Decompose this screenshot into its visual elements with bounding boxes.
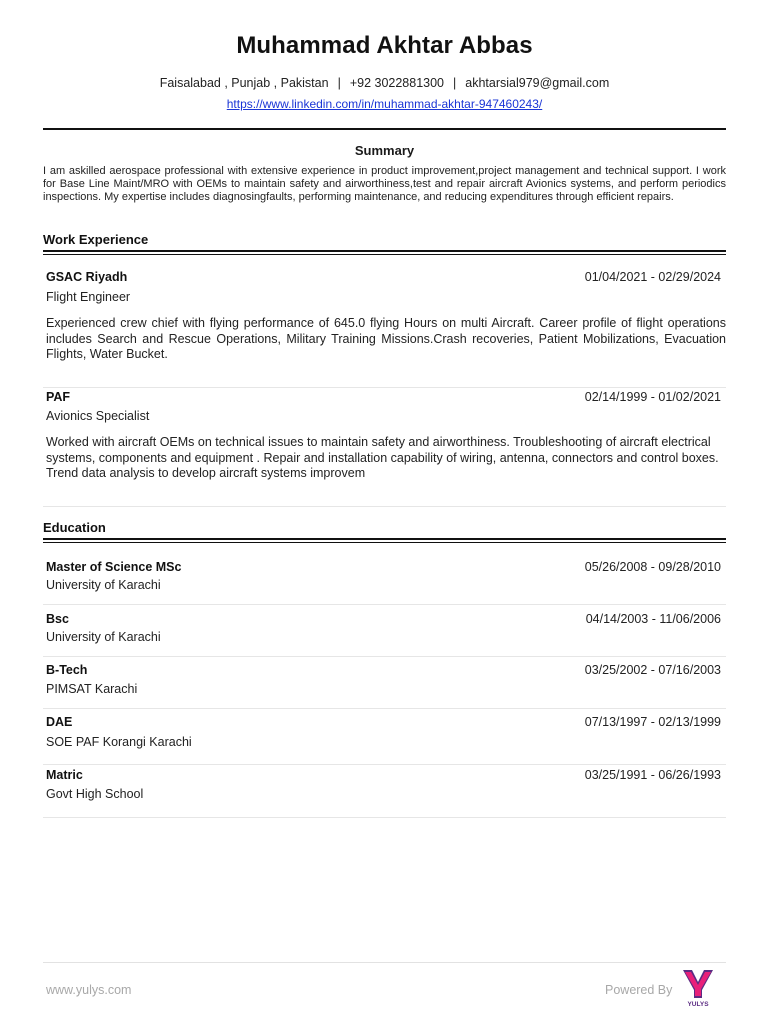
education-degree: Matric — [46, 768, 83, 782]
education-item-divider — [43, 817, 726, 818]
education-degree: B-Tech — [46, 663, 88, 677]
work-experience-divider — [43, 250, 726, 255]
work-dates: 02/14/1999 - 01/02/2021 — [584, 390, 721, 404]
phone-text: +92 3022881300 — [349, 76, 445, 90]
work-company: GSAC Riyadh — [46, 270, 128, 284]
education-institution: PIMSAT Karachi — [46, 682, 138, 696]
work-item-divider — [43, 387, 726, 388]
education-institution: University of Karachi — [46, 630, 161, 644]
education-item-divider — [43, 656, 726, 657]
education-degree: Master of Science MSc — [46, 560, 182, 574]
education-item-divider — [43, 764, 726, 765]
email-link[interactable]: akhtarsial979@gmail.com — [465, 76, 610, 90]
work-item-divider — [43, 506, 726, 507]
resume-page — [43, 0, 726, 1024]
yulys-logo-icon — [681, 968, 715, 1008]
education-institution: SOE PAF Korangi Karachi — [46, 735, 192, 749]
logo-text: YULYS — [687, 1001, 709, 1008]
contact-separator: | — [337, 76, 341, 90]
work-experience-heading: Work Experience — [43, 232, 149, 247]
summary-heading: Summary — [354, 143, 415, 158]
work-company: PAF — [46, 390, 71, 404]
education-dates: 04/14/2003 - 11/06/2006 — [585, 612, 721, 626]
education-heading: Education — [43, 520, 106, 535]
footer-site-link[interactable]: www.yulys.com — [46, 983, 132, 997]
education-degree: DAE — [46, 715, 73, 729]
work-description: Experienced crew chief with flying performance of 645.0 flying Hours on multi Aircraft. Career profile of flight operations includes Search and Rescue Operations, Military Training Missions.Crash recoveries, Patient Mobilizations, Evacuation Flights, Water Bucket. — [46, 316, 726, 361]
work-role: Avionics Specialist — [46, 409, 150, 423]
contact-separator: | — [453, 76, 457, 90]
work-description: Worked with aircraft OEMs on technical issues to maintain safety and airworthiness. Troubleshooting of aircraft electrical systems, components and equipment . Repair and installation capability of wiring, antenna, connectors and control boxes. Trend data analysis to develop aircraft systems improvem — [46, 435, 719, 480]
footer-powered-by: Powered By — [605, 983, 673, 997]
education-divider — [43, 538, 726, 543]
education-dates: 03/25/1991 - 06/26/1993 — [584, 768, 721, 782]
education-item-divider — [43, 604, 726, 605]
education-institution: Govt High School — [46, 787, 144, 801]
work-dates: 01/04/2021 - 02/29/2024 — [584, 270, 721, 284]
location-text: Faisalabad , Punjab , Pakistan — [159, 76, 329, 90]
education-dates: 03/25/2002 - 07/16/2003 — [584, 663, 721, 677]
education-degree: Bsc — [46, 612, 69, 626]
education-dates: 05/26/2008 - 09/28/2010 — [584, 560, 721, 574]
header-divider — [43, 128, 726, 130]
contact-line — [43, 76, 726, 90]
education-dates: 07/13/1997 - 02/13/1999 — [584, 715, 721, 729]
work-role: Flight Engineer — [46, 290, 131, 304]
candidate-name: Muhammad Akhtar Abbas — [236, 32, 533, 59]
education-institution: University of Karachi — [46, 578, 161, 592]
footer-divider — [43, 962, 726, 963]
summary-text: I am askilled aerospace professional with extensive experience in product improvement,project management and technical support. I work for Base Line Maint/MRO with OEMs to maintain safety and airworthiness,test and repair aircraft Avionics systems, and perform periodics inspections. My expertise includes diagnosingfaults, performing maintenance, and reducing expenditures through efficient repairs. — [43, 165, 726, 203]
linkedin-link[interactable]: https://www.linkedin.com/in/muhammad-akhtar-947460243/ — [226, 97, 543, 111]
education-item-divider — [43, 708, 726, 709]
